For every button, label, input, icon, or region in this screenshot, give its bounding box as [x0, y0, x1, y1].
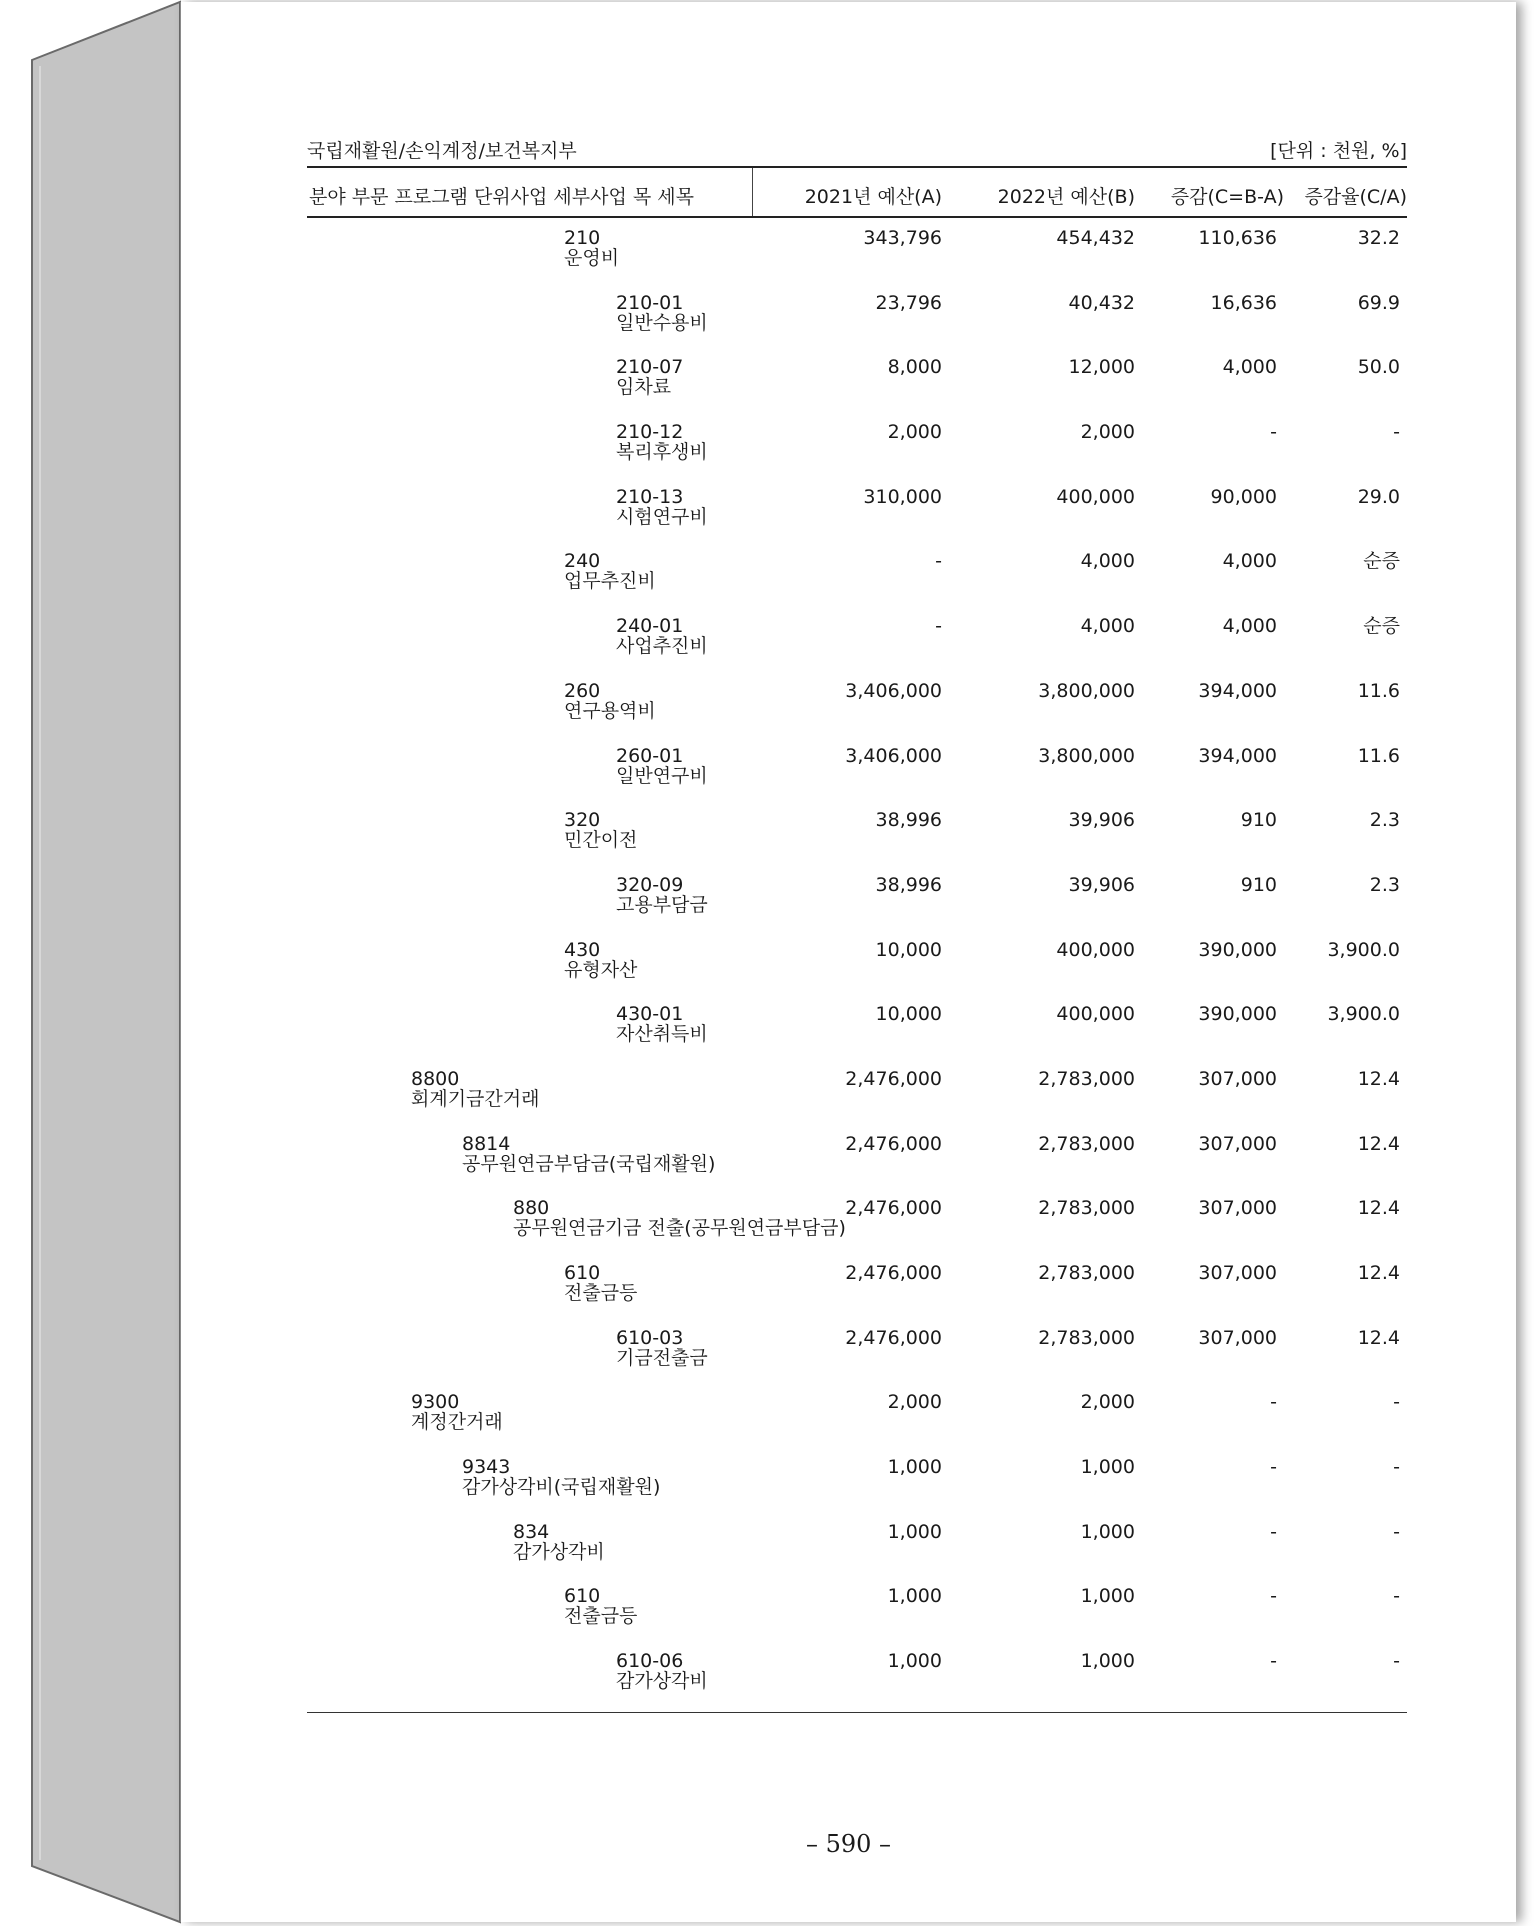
row-budget-2022: 4,000 — [1080, 550, 1135, 573]
row-budget-2022: 2,000 — [1080, 421, 1135, 444]
row-budget-2021: 8,000 — [887, 356, 942, 379]
row-code: 260 — [564, 679, 601, 702]
row-change: 90,000 — [1210, 485, 1277, 508]
row-code: 210-12 — [616, 421, 684, 444]
row-change-rate: 69.9 — [1357, 291, 1400, 314]
row-change-rate: 11.6 — [1357, 679, 1400, 702]
row-budget-2022: 3,800,000 — [1038, 744, 1135, 767]
table-row — [307, 1586, 1407, 1651]
col-change: 증감(C=B-A) — [1170, 186, 1284, 208]
row-change-rate: - — [1393, 1520, 1400, 1543]
row-name: 일반연구비 — [616, 764, 708, 787]
row-change-rate: - — [1393, 1391, 1400, 1414]
row-change-rate: - — [1393, 1650, 1400, 1673]
row-change: 110,636 — [1198, 227, 1277, 249]
row-budget-2022: 4,000 — [1080, 615, 1135, 638]
row-name: 자산취득비 — [616, 1023, 708, 1046]
row-name: 감가상각비 — [513, 1540, 605, 1563]
row-code: 210-01 — [616, 291, 684, 314]
bottom-rule — [307, 1712, 1407, 1713]
row-change-rate: 순증 — [1363, 615, 1400, 638]
row-code: 320 — [564, 809, 601, 832]
row-budget-2022: 1,000 — [1080, 1520, 1135, 1543]
table-row — [307, 1522, 1407, 1587]
row-change: - — [1270, 1585, 1277, 1608]
row-name: 회계기금간거래 — [411, 1087, 540, 1110]
row-name: 공무원연금부담금(국립재활원) — [462, 1152, 716, 1175]
row-name: 공무원연금기금 전출(공무원연금부담금) — [513, 1217, 846, 1240]
row-change: 307,000 — [1198, 1067, 1277, 1090]
row-change-rate: 순증 — [1363, 550, 1400, 573]
row-budget-2021: - — [935, 615, 942, 638]
row-name: 감가상각비 — [616, 1670, 708, 1693]
table-row — [307, 810, 1407, 875]
row-budget-2021: - — [935, 550, 942, 573]
row-budget-2022: 400,000 — [1056, 1003, 1135, 1026]
row-change: 394,000 — [1198, 744, 1277, 767]
row-budget-2022: 12,000 — [1068, 356, 1135, 379]
row-change: 910 — [1240, 809, 1277, 832]
book-edge-spine — [32, 2, 180, 1922]
row-budget-2021: 1,000 — [887, 1650, 942, 1673]
row-change-rate: 32.2 — [1357, 227, 1400, 249]
row-change-rate: - — [1393, 1585, 1400, 1608]
row-change-rate: 50.0 — [1357, 356, 1400, 379]
row-change: 4,000 — [1222, 550, 1277, 573]
col-hierarchy: 분야 부문 프로그램 단위사업 세부사업 목 세목 — [309, 186, 694, 208]
row-budget-2022: 454,432 — [1056, 227, 1135, 249]
row-change-rate: 12.4 — [1357, 1197, 1400, 1220]
row-budget-2021: 2,476,000 — [845, 1197, 942, 1220]
row-change: 910 — [1240, 873, 1277, 896]
row-change: - — [1270, 1520, 1277, 1543]
row-code: 880 — [513, 1197, 550, 1220]
row-change-rate: - — [1393, 1456, 1400, 1479]
row-code: 320-09 — [616, 873, 684, 896]
row-name: 기금전출금 — [616, 1346, 708, 1369]
row-budget-2021: 1,000 — [887, 1456, 942, 1479]
row-change-rate: - — [1393, 421, 1400, 444]
table-row — [307, 1263, 1407, 1328]
row-change-rate: 29.0 — [1357, 485, 1400, 508]
row-code: 610 — [564, 1585, 601, 1608]
row-budget-2021: 3,406,000 — [845, 679, 942, 702]
row-name: 민간이전 — [564, 829, 638, 852]
row-change: 307,000 — [1198, 1132, 1277, 1155]
table-row — [307, 1004, 1407, 1069]
row-budget-2022: 2,783,000 — [1038, 1262, 1135, 1284]
report-title: 국립재활원/손익계정/보건복지부 — [307, 140, 577, 162]
table-row — [307, 940, 1407, 1005]
row-change-rate: 12.4 — [1357, 1326, 1400, 1349]
table-row — [307, 746, 1407, 811]
row-change: 16,636 — [1210, 291, 1277, 314]
budget-table-body — [307, 228, 1407, 1716]
row-budget-2021: 2,000 — [887, 421, 942, 444]
row-budget-2021: 1,000 — [887, 1520, 942, 1543]
row-change-rate: 3,900.0 — [1327, 938, 1400, 961]
row-change-rate: 12.4 — [1357, 1262, 1400, 1284]
col-change-rate: 증감율(C/A) — [1304, 186, 1407, 208]
table-row — [307, 422, 1407, 487]
row-budget-2021: 2,476,000 — [845, 1132, 942, 1155]
table-row — [307, 616, 1407, 681]
row-budget-2022: 39,906 — [1068, 873, 1135, 896]
col-budget-2022: 2022년 예산(B) — [997, 186, 1135, 208]
row-budget-2022: 40,432 — [1068, 291, 1135, 314]
table-row — [307, 1392, 1407, 1457]
row-change: 307,000 — [1198, 1262, 1277, 1284]
row-change-rate: 12.4 — [1357, 1067, 1400, 1090]
row-change: - — [1270, 1650, 1277, 1673]
row-code: 240 — [564, 550, 601, 573]
row-budget-2022: 2,783,000 — [1038, 1132, 1135, 1155]
table-row — [307, 551, 1407, 616]
col-budget-2021: 2021년 예산(A) — [804, 186, 942, 208]
row-budget-2021: 2,476,000 — [845, 1326, 942, 1349]
table-row — [307, 1457, 1407, 1522]
row-name: 전출금등 — [564, 1605, 638, 1628]
row-name: 일반수용비 — [616, 311, 708, 334]
table-row — [307, 1134, 1407, 1199]
row-name: 유형자산 — [564, 958, 638, 981]
row-code: 210-13 — [616, 485, 684, 508]
row-change: 390,000 — [1198, 1003, 1277, 1026]
row-name: 전출금등 — [564, 1282, 638, 1304]
row-code: 210 — [564, 227, 601, 249]
row-change-rate: 12.4 — [1357, 1132, 1400, 1155]
document-page — [180, 2, 1516, 1922]
row-change: - — [1270, 421, 1277, 444]
row-change-rate: 2.3 — [1369, 873, 1400, 896]
table-row — [307, 681, 1407, 746]
row-budget-2021: 310,000 — [863, 485, 942, 508]
row-budget-2021: 3,406,000 — [845, 744, 942, 767]
unit-label: [단위 : 천원, %] — [1270, 140, 1407, 162]
row-code: 8800 — [411, 1067, 460, 1090]
table-row — [307, 1069, 1407, 1134]
row-budget-2021: 10,000 — [875, 938, 942, 961]
row-budget-2022: 2,783,000 — [1038, 1197, 1135, 1220]
row-change: 4,000 — [1222, 356, 1277, 379]
row-name: 시험연구비 — [616, 505, 708, 528]
row-change-rate: 2.3 — [1369, 809, 1400, 832]
row-code: 430-01 — [616, 1003, 684, 1026]
table-row — [307, 875, 1407, 940]
row-code: 260-01 — [616, 744, 684, 767]
row-name: 복리후생비 — [616, 441, 708, 464]
row-name: 사업추진비 — [616, 635, 708, 658]
column-divider — [752, 168, 753, 216]
row-code: 430 — [564, 938, 601, 961]
table-row — [307, 1198, 1407, 1263]
row-budget-2022: 1,000 — [1080, 1585, 1135, 1608]
row-code: 240-01 — [616, 615, 684, 638]
row-code: 8814 — [462, 1132, 511, 1155]
row-budget-2021: 23,796 — [875, 291, 942, 314]
row-name: 연구용역비 — [564, 699, 656, 722]
row-code: 610-06 — [616, 1650, 684, 1673]
row-budget-2022: 2,783,000 — [1038, 1067, 1135, 1090]
row-budget-2021: 10,000 — [875, 1003, 942, 1026]
table-row — [307, 1651, 1407, 1716]
row-budget-2021: 2,476,000 — [845, 1262, 942, 1284]
page-number: – 590 – — [805, 1830, 892, 1858]
row-code: 9300 — [411, 1391, 460, 1414]
row-budget-2021: 38,996 — [875, 873, 942, 896]
row-name: 업무추진비 — [564, 570, 656, 593]
row-code: 610-03 — [616, 1326, 684, 1349]
row-budget-2022: 2,783,000 — [1038, 1326, 1135, 1349]
row-change: 4,000 — [1222, 615, 1277, 638]
row-budget-2021: 2,476,000 — [845, 1067, 942, 1090]
row-name: 계정간거래 — [411, 1411, 503, 1434]
row-budget-2022: 400,000 — [1056, 938, 1135, 961]
row-budget-2022: 2,000 — [1080, 1391, 1135, 1414]
row-change: - — [1270, 1456, 1277, 1479]
row-code: 9343 — [462, 1456, 511, 1479]
row-change: 307,000 — [1198, 1326, 1277, 1349]
row-budget-2022: 400,000 — [1056, 485, 1135, 508]
row-budget-2021: 2,000 — [887, 1391, 942, 1414]
row-budget-2022: 3,800,000 — [1038, 679, 1135, 702]
row-change: - — [1270, 1391, 1277, 1414]
row-code: 210-07 — [616, 356, 684, 379]
row-budget-2021: 343,796 — [863, 227, 942, 249]
row-code: 834 — [513, 1520, 550, 1543]
table-row — [307, 228, 1407, 293]
table-row — [307, 1328, 1407, 1393]
table-row — [307, 487, 1407, 552]
row-budget-2022: 1,000 — [1080, 1456, 1135, 1479]
column-header — [307, 168, 1407, 216]
row-name: 운영비 — [564, 247, 620, 269]
row-change-rate: 3,900.0 — [1327, 1003, 1400, 1026]
row-budget-2021: 1,000 — [887, 1585, 942, 1608]
row-change-rate: 11.6 — [1357, 744, 1400, 767]
row-budget-2022: 39,906 — [1068, 809, 1135, 832]
row-budget-2022: 1,000 — [1080, 1650, 1135, 1673]
table-row — [307, 293, 1407, 358]
row-change: 394,000 — [1198, 679, 1277, 702]
row-name: 임차료 — [616, 376, 672, 399]
row-name: 감가상각비(국립재활원) — [462, 1476, 661, 1499]
row-budget-2021: 38,996 — [875, 809, 942, 832]
header-rule — [307, 216, 1407, 218]
row-change: 390,000 — [1198, 938, 1277, 961]
row-code: 610 — [564, 1262, 601, 1284]
row-name: 고용부담금 — [616, 893, 708, 916]
row-change: 307,000 — [1198, 1197, 1277, 1220]
table-row — [307, 357, 1407, 422]
